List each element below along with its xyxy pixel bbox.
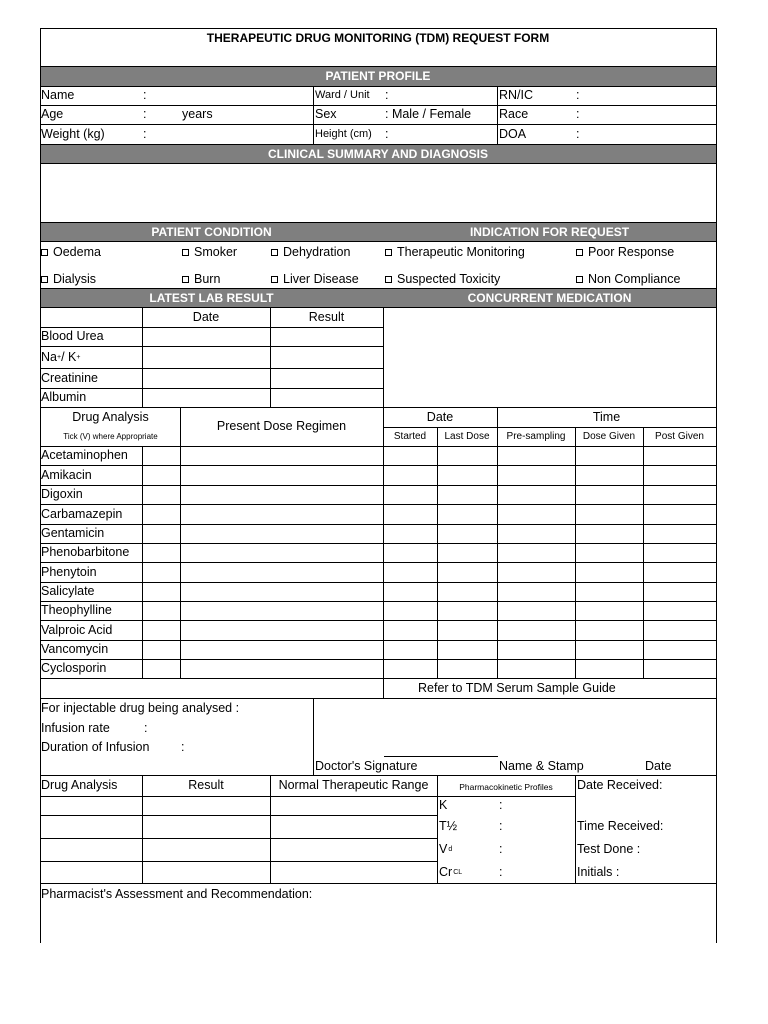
- time-header: Time: [592, 409, 621, 424]
- results-result-header: Result: [188, 778, 224, 793]
- pk-k-label: K: [439, 798, 448, 813]
- last-dose-header: Last Dose: [444, 430, 490, 442]
- checkbox-suspected-toxicity[interactable]: [385, 268, 570, 290]
- checkbox-liver-disease[interactable]: [271, 268, 382, 290]
- infusion-rate-field[interactable]: [156, 718, 311, 738]
- checkbox-icon: [385, 276, 392, 283]
- weight-field[interactable]: [155, 124, 311, 144]
- checkbox-icon: [385, 249, 392, 256]
- drug-phenobarbitone: Phenobarbitone: [41, 545, 130, 560]
- colon: :: [499, 798, 503, 813]
- lab-test-k: / K: [61, 349, 77, 364]
- pk-vd-label: [439, 838, 479, 861]
- present-dose-header: Present Dose Regimen: [216, 419, 347, 434]
- name-field[interactable]: [155, 86, 311, 105]
- label-ward: Ward / Unit: [315, 89, 370, 101]
- pk-profiles-header: Pharmacokinetic Profiles: [459, 782, 553, 793]
- label-doa: DOA: [499, 126, 527, 141]
- dose-given-header: Dose Given: [582, 430, 636, 442]
- colon: :: [385, 88, 389, 103]
- colon: :: [143, 88, 147, 103]
- checkbox-oedema[interactable]: [41, 241, 177, 263]
- pk-vd-main: V: [439, 842, 448, 857]
- lab-test-blood-urea: Blood Urea: [41, 329, 104, 344]
- doa-field[interactable]: [588, 124, 714, 144]
- date-header: Date: [426, 409, 454, 424]
- indication-label: Poor Response: [588, 244, 675, 259]
- drug-digoxin: Digoxin: [41, 487, 83, 502]
- checkbox-icon: [182, 249, 189, 256]
- refer-guide: Refer to TDM Serum Sample Guide: [418, 680, 616, 695]
- colon: :: [499, 819, 503, 834]
- drug-phenytoin: Phenytoin: [41, 564, 97, 579]
- checkbox-icon: [41, 249, 48, 256]
- lab-test-na-k: [41, 346, 141, 368]
- label-race: Race: [499, 107, 529, 122]
- started-header: Started: [393, 430, 427, 442]
- colon: :: [385, 126, 389, 141]
- label-age: Age: [41, 107, 64, 122]
- checkbox-non-compliance[interactable]: [576, 268, 714, 290]
- form-title: THERAPEUTIC DRUG MONITORING (TDM) REQUEST FORM: [206, 31, 550, 45]
- ward-field[interactable]: [396, 86, 496, 105]
- colon: :: [144, 720, 148, 735]
- initials-label: Initials :: [577, 864, 620, 879]
- pk-vd-sub: d: [448, 846, 453, 853]
- indication-label: Suspected Toxicity: [397, 271, 501, 286]
- test-done-label: Test Done :: [577, 842, 641, 857]
- indication-label: Therapeutic Monitoring: [397, 244, 525, 259]
- pk-cr-main: Cr: [439, 864, 453, 879]
- colon: :: [499, 842, 503, 857]
- date-received-label: Date Received:: [577, 778, 663, 793]
- plus-superscript: +: [76, 353, 81, 361]
- colon: :: [576, 88, 580, 103]
- post-given-header: Post Given: [655, 430, 704, 442]
- colon: :: [143, 107, 147, 122]
- lab-result-header: Result: [308, 309, 345, 324]
- checkbox-burn[interactable]: [182, 268, 268, 290]
- checkbox-dehydration[interactable]: [271, 241, 382, 263]
- section-patient-profile: PATIENT PROFILE: [325, 69, 431, 83]
- condition-label: Dialysis: [53, 271, 97, 286]
- checkbox-icon: [271, 249, 278, 256]
- results-drug-analysis-header: Drug Analysis: [41, 778, 118, 793]
- drug-carbamazepin: Carbamazepin: [41, 506, 123, 521]
- checkbox-therapeutic-monitoring[interactable]: [385, 241, 570, 263]
- lab-test-na: Na: [41, 349, 57, 364]
- sex-value: : Male / Female: [385, 107, 472, 122]
- indication-label: Non Compliance: [588, 271, 681, 286]
- tick-note: Tick (V) where Appropriate: [63, 431, 158, 441]
- lab-test-albumin: Albumin: [41, 390, 87, 405]
- duration-label: Duration of Infusion: [41, 740, 150, 755]
- checkbox-smoker[interactable]: [182, 241, 268, 263]
- date-label: Date: [645, 758, 672, 773]
- pharmacist-assessment-label: Pharmacist's Assessment and Recommendation:: [41, 886, 313, 901]
- pharmacist-assessment-field[interactable]: [41, 905, 715, 943]
- checkbox-poor-response[interactable]: [576, 241, 714, 263]
- checkbox-icon: [576, 276, 583, 283]
- label-name: Name: [41, 88, 75, 103]
- condition-label: Burn: [194, 271, 221, 286]
- condition-label: Smoker: [194, 244, 238, 259]
- lab-date-header: Date: [192, 309, 220, 324]
- drug-salicylate: Salicylate: [41, 584, 95, 599]
- checkbox-icon: [41, 276, 48, 283]
- name-stamp-label: Name & Stamp: [499, 758, 584, 773]
- drug-analysis-header: Drug Analysis: [72, 409, 149, 424]
- label-weight: Weight (kg): [41, 126, 105, 141]
- doctor-signature-label: Doctor's Signature: [315, 758, 418, 773]
- plus-superscript: +: [56, 353, 62, 361]
- condition-label: Liver Disease: [283, 271, 359, 286]
- time-received-label: Time Received:: [577, 819, 664, 834]
- injectable-heading: For injectable drug being analysed :: [41, 701, 240, 716]
- rnic-field[interactable]: [588, 86, 714, 105]
- pk-cr-sub: CL: [453, 868, 463, 876]
- colon: :: [143, 126, 147, 141]
- drug-amikacin: Amikacin: [41, 467, 92, 482]
- section-lab-result: LATEST LAB RESULT: [149, 290, 274, 305]
- drug-theophylline: Theophylline: [41, 603, 112, 618]
- colon: :: [181, 740, 185, 755]
- clinical-summary-field[interactable]: [41, 164, 715, 221]
- section-patient-condition: PATIENT CONDITION: [151, 224, 272, 239]
- drug-valproic-acid: Valproic Acid: [41, 622, 113, 637]
- race-field[interactable]: [588, 105, 714, 124]
- label-sex: Sex: [315, 107, 337, 122]
- label-years: years: [182, 107, 213, 122]
- checkbox-dialysis[interactable]: [41, 268, 177, 290]
- drug-vancomycin: Vancomycin: [41, 642, 109, 657]
- drug-gentamicin: Gentamicin: [41, 526, 105, 541]
- checkbox-icon: [576, 249, 583, 256]
- section-concurrent-medication: CONCURRENT MEDICATION: [467, 290, 632, 305]
- concurrent-medication-field[interactable]: [384, 308, 715, 406]
- colon: :: [576, 107, 580, 122]
- label-rnic: RN/IC: [499, 88, 534, 103]
- condition-label: Oedema: [53, 244, 101, 259]
- pre-sampling-header: Pre-sampling: [506, 430, 566, 442]
- lab-test-creatinine: Creatinine: [41, 370, 98, 385]
- checkbox-icon: [271, 276, 278, 283]
- doctor-signature-field[interactable]: [384, 700, 498, 755]
- duration-field[interactable]: [193, 738, 311, 757]
- drug-acetaminophen: Acetaminophen: [41, 448, 128, 463]
- condition-label: Dehydration: [283, 244, 351, 259]
- results-range-header: Normal Therapeutic Range: [278, 778, 429, 793]
- section-indication: INDICATION FOR REQUEST: [469, 224, 630, 239]
- drug-cyclosporin: Cyclosporin: [41, 661, 107, 676]
- pk-thalf-label: T½: [439, 819, 458, 834]
- section-clinical-summary: CLINICAL SUMMARY AND DIAGNOSIS: [267, 146, 488, 161]
- label-height: Height (cm): [315, 127, 372, 140]
- pk-crcl-label: [439, 861, 479, 883]
- age-field[interactable]: [155, 105, 179, 124]
- colon: :: [576, 126, 580, 141]
- height-field[interactable]: [396, 124, 496, 144]
- infusion-rate-label: Infusion rate: [41, 720, 110, 735]
- colon: :: [499, 864, 503, 879]
- checkbox-icon: [182, 276, 189, 283]
